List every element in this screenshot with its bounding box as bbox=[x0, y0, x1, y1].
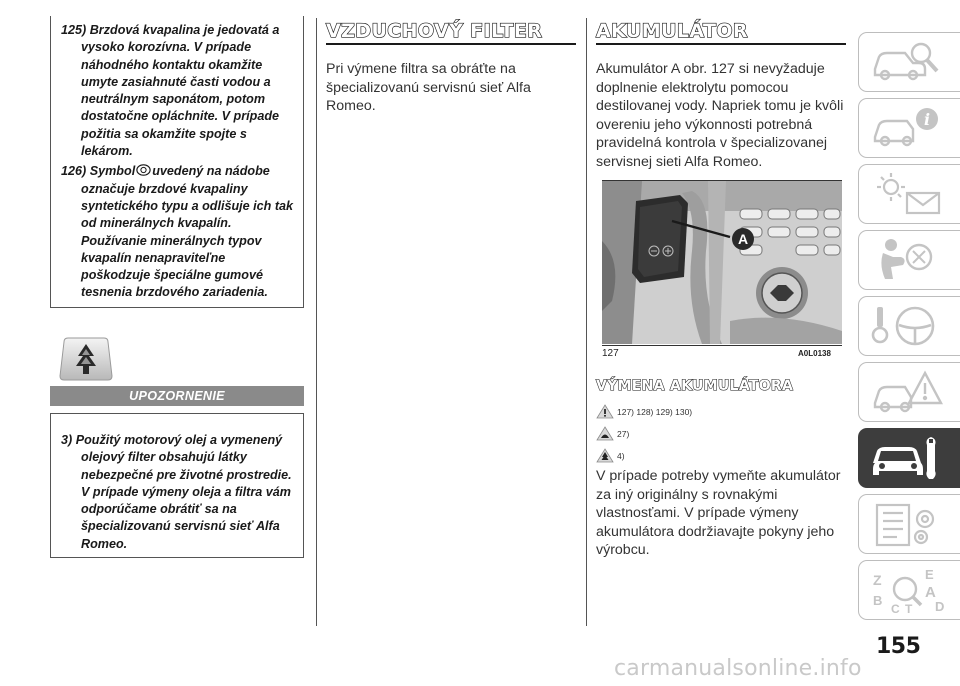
svg-text:B: B bbox=[873, 593, 883, 608]
svg-text:A: A bbox=[925, 584, 936, 601]
tab-index[interactable] bbox=[858, 560, 960, 620]
note-125: 125) Brzdová kvapalina je jedovatá a vysoko korozívna. V prípade náhodného kontaktu okamžite umyte zasiahnuté časti vodou a neutrálnym saponátom, potom dostatočne opláchnite. V prípade požitia sa okamžite spojte s lekárom. bbox=[61, 23, 280, 159]
svg-text:C: C bbox=[891, 602, 900, 615]
note-126-after: uvedený na nádobe označuje brzdové kvapaliny syntetického typu a odlišuje ich tak od minerálnych kvapalín. Používanie minerálnych typov kvapalín nenapraviteľne poškodzuje špeciálne gumové tesnenia brzdového zariadenia. bbox=[81, 164, 294, 300]
tab-dashboard-info[interactable] bbox=[858, 98, 960, 158]
svg-text:i: i bbox=[923, 110, 931, 129]
figure-code: A0L0138 bbox=[798, 349, 831, 358]
battery-heading: AKUMULÁTOR bbox=[596, 20, 748, 42]
column-divider-1 bbox=[316, 18, 317, 626]
ref-environment bbox=[596, 448, 625, 463]
warning-lights-icon bbox=[869, 169, 945, 219]
battery-body: Akumulátor A obr. 127 si nevyžaduje doplnenie elektrolytu pomocou destilovanej vody. Napriek tomu je kvôli overeniu jeho výkonnosti potrebná pravidelná kontrola v špecializovanej servisnej sieti Alfa Romeo. bbox=[596, 61, 844, 170]
tab-maintenance[interactable] bbox=[858, 428, 960, 488]
environment-icon bbox=[58, 336, 114, 382]
tab-emergency[interactable] bbox=[858, 362, 960, 422]
svg-text:E: E bbox=[925, 567, 934, 582]
svg-text:T: T bbox=[905, 602, 913, 615]
svg-text:D: D bbox=[935, 599, 945, 614]
alphabet-index-icon bbox=[869, 565, 945, 615]
environment-triangle-icon bbox=[596, 448, 614, 463]
warning-title: UPOZORNENIE bbox=[50, 386, 304, 406]
figure-number: 127 bbox=[602, 348, 619, 359]
air-filter-heading-rule bbox=[326, 43, 576, 45]
car-search-icon bbox=[869, 37, 945, 87]
column-divider-2 bbox=[586, 18, 587, 626]
tab-safety[interactable] bbox=[858, 230, 960, 290]
car-warning-icon bbox=[869, 367, 945, 417]
ref-danger bbox=[596, 404, 692, 419]
note-126 bbox=[61, 163, 295, 301]
car-info-icon bbox=[869, 103, 945, 153]
caution-triangle-icon bbox=[596, 426, 614, 441]
svg-text:Z: Z bbox=[873, 572, 882, 588]
ref-caution-text: 27) bbox=[617, 428, 630, 439]
steering-wheel-icon bbox=[869, 301, 945, 351]
ref-caution bbox=[596, 426, 629, 441]
environment-warning-box bbox=[50, 413, 304, 558]
battery-callout-label: A bbox=[737, 231, 749, 247]
synthetic-fluid-icon bbox=[136, 164, 151, 176]
spec-gear-icon bbox=[869, 499, 945, 549]
page-number: 155 bbox=[876, 634, 921, 659]
battery-photo bbox=[602, 181, 842, 344]
note-126-before: 126) Symbol bbox=[61, 164, 136, 179]
danger-triangle-icon bbox=[596, 404, 614, 419]
tab-lights-messages[interactable] bbox=[858, 164, 960, 224]
ref-danger-text: 127) 128) 129) 130) bbox=[617, 406, 693, 417]
ref-environment-text: 4) bbox=[617, 450, 625, 461]
warning-3: 3) Použitý motorový olej a vymenený olejový filter obsahujú látky nebezpečné pre životné prostredie. V prípade výmeny oleja a filtra vám odporúčame obrátiť sa na špecializovanú servisnú sieť Alfa Romeo. bbox=[61, 433, 292, 551]
battery-heading-rule bbox=[596, 43, 846, 45]
battery-replacement-body: V prípade potreby vymeňte akumulátor za iný originálny s rovnakými vlastnosťami. V prípade výmeny akumulátora dodržiavajte pokyny jeho výrobcu. bbox=[596, 468, 841, 559]
figure-bottom-rule bbox=[602, 345, 842, 346]
airbag-person-icon bbox=[869, 235, 945, 285]
tab-technical-data[interactable] bbox=[858, 494, 960, 554]
battery-replacement-heading: VÝMENA AKUMULÁTORA bbox=[596, 378, 794, 394]
air-filter-body: Pri výmene filtra sa obráťte na špecializovanú servisnú sieť Alfa Romeo. bbox=[326, 61, 531, 115]
air-filter-heading: VZDUCHOVÝ FILTER bbox=[326, 20, 543, 42]
brake-fluid-warning-box bbox=[50, 16, 304, 308]
watermark: carmanualsonline.info bbox=[614, 656, 862, 681]
tab-getting-to-know-car[interactable] bbox=[858, 32, 960, 92]
tab-starting-driving[interactable] bbox=[858, 296, 960, 356]
car-wrench-icon bbox=[869, 433, 945, 483]
